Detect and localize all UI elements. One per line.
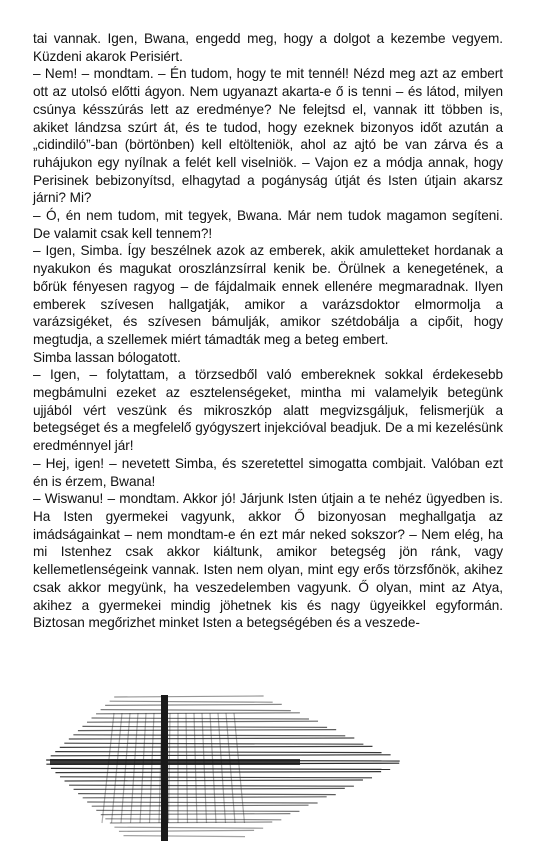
paragraph-2: – Nem! – mondtam. – Én tudom, hogy te mit tennél! Nézd meg azt az embert ott az utolsó előtti ágyon. Nem ugyanazt akarta-e ő is tenni – és látod, milyen csúnya késszúrás lett az eredménye? Ne felejtsd el, vannak itt többen is, akiket lándzsa szúrt át, és te tudod, hogy ezeknek bizonyos időt azután a „cidindiló”-ban (börtönben) kell eltölteniök, ahol az ajtó be van zárva és a ruhájukon egy nyílnak a felét kell viselniök. – Vajon ez a módja annak, hogy Perisinek bebizonyítsd, elhagytad a pogányság útját és Isten útjain akarsz járni? Mi? bbox=[33, 66, 503, 206]
paragraph-4: – Igen, Simba. Így beszélnek azok az emberek, akik amuletteket hordanak a nyakukon és magukat oroszlánzsírral kenik be. Örülnek a kenegetének, a bőrük fényesen ragyog – de fájdalmaik ennek ellenére megmaradnak. Ilyen emberek szívesen hallgatják, amikor a varázsdoktor elmormolja a varázsigéket, és szívesen bámulják, amikor szétdobálja a cipőit, hogy megtudja, a szellemek miért támadták meg a beteg embert. bbox=[33, 243, 503, 347]
paragraph-8: – Wiswanu! – mondtam. Akkor jó! Járjunk Isten útjain a te nehéz ügyedben is. Ha Isten gyermekei vagyunk, akkor Ő bizonyosan meghallgatja az imádságainkat – nem mondtam-e én ezt már neked sokszor? – Nem elég, ha mi Istenhez csak akkor kiáltunk, amikor betegség jön ránk, vagy kellemetlenségeink vannak. Isten nem olyan, mint egy erős törzsfőnök, akihez csak akkor megyünk, ha veszedelemben vagyunk. Ő olyan, mint az Atya, akihez a gyermekei mindig jöhetnek kis és nagy ügyeikkel egyformán. Biztosan megőrizhet minket Isten a betegségében és a veszede- bbox=[33, 491, 503, 631]
paragraph-1: tai vannak. Igen, Bwana, engedd meg, hogy a dolgot a kezembe vegyem. Küzdeni akarok Perisiért. bbox=[33, 31, 503, 64]
paragraph-3: – Ó, én nem tudom, mit tegyek, Bwana. Már nem tudok magamon segíteni. De valamit csak kell tennem?! bbox=[33, 208, 503, 241]
cross-ornament-icon bbox=[40, 693, 430, 843]
paragraph-7: – Hej, igen! – nevetett Simba, és szeretettel simogatta combjait. Valóban ezt én is érzem, Bwana! bbox=[33, 455, 503, 489]
paragraph-5: Simba lassan bólogatott. bbox=[33, 349, 181, 365]
paragraph-6: – Igen, – folytattam, a törzsedből való embereknek sokkal érdekesebb megbámulni ezeket az esztelenségeket, mintha mi valamelyik betegünk ujjából vért veszünk és mikroszkóp alatt megvizsgáljuk, felismerjük a betegséget és a megfelelő gyógyszert injekcióval beadjuk. De a mi kezelésünk eredménnyel jár! bbox=[33, 367, 503, 454]
page-text bbox=[33, 30, 503, 632]
